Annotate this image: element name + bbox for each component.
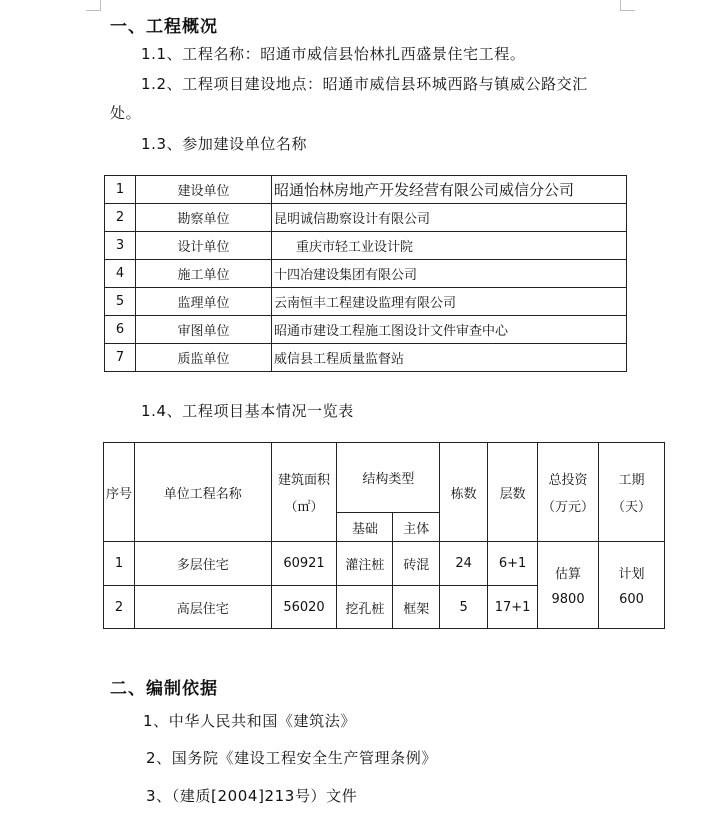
table-cell: 2 [104,586,135,629]
table-header-cell [599,443,665,542]
page-corner-mark [620,0,635,11]
table-header-cell [538,443,599,542]
header-unit: （万元） [542,500,595,515]
table-header-cell: 层数 [488,443,538,542]
period-value: 600 [619,592,644,607]
table-header-cell: 基础 [337,513,393,542]
table-cell: 24 [440,542,488,586]
paragraph: 1.1、工程名称：昭通市威信县怡林扎西盛景住宅工程。 [141,45,526,63]
table-cell: 监理单位 [136,288,272,316]
table-cell: 4 [105,260,136,288]
table-cell: 60921 [271,542,337,586]
table-row [105,176,627,204]
table-header-cell [271,443,337,542]
table-cell: 审图单位 [136,316,272,344]
table-cell: 设计单位 [136,232,272,260]
table-cell: 建设单位 [136,176,272,204]
table-cell: 17+1 [488,586,538,629]
units-table [104,175,627,372]
table-cell [599,542,665,629]
table-cell: 十四冶建设集团有限公司 [272,260,627,288]
table-header-row [104,443,665,513]
table-cell: 昆明诚信勘察设计有限公司 [272,204,627,232]
table-cell: 勘察单位 [136,204,272,232]
table-cell: 5 [440,586,488,629]
list-item: 3、（建质[2004]213号）文件 [146,787,358,805]
table-cell: 灌注桩 [337,542,393,586]
table-cell: 框架 [393,586,440,629]
section-heading: 二、编制依据 [110,679,218,699]
table-cell: 砖混 [393,542,440,586]
table-cell: 高层住宅 [134,586,271,629]
table-cell: 质监单位 [136,344,272,372]
table-cell [538,542,599,629]
table-row [105,260,627,288]
table-cell: 56020 [271,586,337,629]
header-unit: （㎡） [284,500,324,515]
table-header-cell: 结构类型 [337,443,440,513]
header-label: 工期 [618,473,645,488]
section-heading: 一、工程概况 [110,17,218,37]
table-header-cell: 序号 [104,443,135,542]
table-cell: 1 [105,176,136,204]
paragraph: 1.4、工程项目基本情况一览表 [141,402,354,420]
list-item: 1、中华人民共和国《建筑法》 [143,712,356,730]
period-label: 计划 [618,567,645,582]
table-cell: 6+1 [488,542,538,586]
table-cell: 1 [104,542,135,586]
table-cell: 3 [105,232,136,260]
table-cell: 多层住宅 [134,542,271,586]
paragraph: 1.3、参加建设单位名称 [141,135,308,153]
header-unit: （天） [611,500,651,515]
table-header-cell: 栋数 [440,443,488,542]
investment-value: 9800 [551,592,585,607]
header-label: 总投资 [548,473,588,488]
project-table [103,442,665,629]
table-row [105,232,627,260]
table-row [105,204,627,232]
table-cell: 7 [105,344,136,372]
paragraph: 处。 [110,104,142,122]
table-cell: 施工单位 [136,260,272,288]
table-row [105,344,627,372]
table-cell: 威信县工程质量监督站 [272,344,627,372]
table-cell: 2 [105,204,136,232]
table-cell: 昭通市建设工程施工图设计文件审查中心 [272,316,627,344]
header-label: 建筑面积 [278,473,331,488]
table-row [104,542,665,586]
list-item: 2、国务院《建设工程安全生产管理条例》 [146,749,437,767]
table-cell: 5 [105,288,136,316]
investment-label: 估算 [555,567,582,582]
table-cell: 挖孔桩 [337,586,393,629]
paragraph: 1.2、工程项目建设地点：昭通市威信县环城西路与镇威公路交汇 [141,75,588,93]
table-cell: 6 [105,316,136,344]
table-cell: 昭通怡林房地产开发经营有限公司威信分公司 [272,176,627,204]
table-row [105,316,627,344]
table-cell: 云南恒丰工程建设监理有限公司 [272,288,627,316]
table-header-cell: 单位工程名称 [134,443,271,542]
table-header-cell: 主体 [393,513,440,542]
table-row [105,288,627,316]
table-cell: 重庆市轻工业设计院 [272,232,627,260]
page-corner-mark [86,0,101,11]
